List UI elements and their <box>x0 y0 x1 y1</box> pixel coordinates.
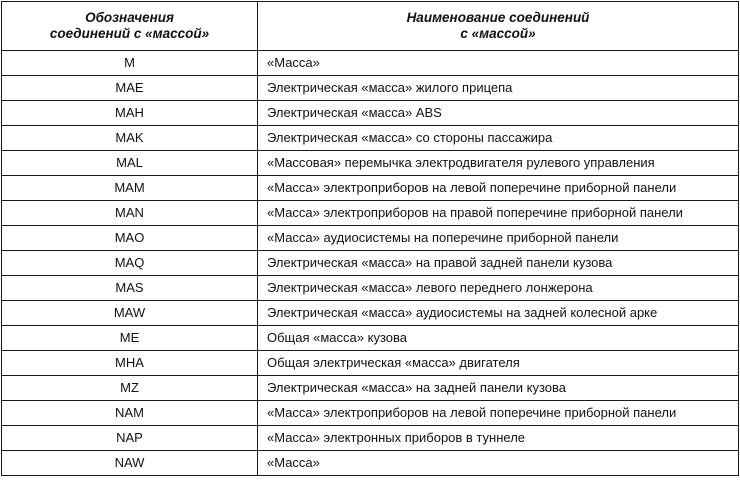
row-description: «Масса» электроприборов на левой поперечине приборной панели <box>258 401 739 426</box>
header-name-line-2: с «массой» <box>460 26 536 41</box>
row-description: Электрическая «масса» со стороны пассажира <box>258 126 739 151</box>
row-description: Общая «масса» кузова <box>258 326 739 351</box>
row-code: M <box>2 51 258 76</box>
table-row <box>2 401 739 426</box>
table-row <box>2 51 739 76</box>
row-description: Электрическая «масса» аудиосистемы на задней колесной арке <box>258 301 739 326</box>
header-designation-line-1: Обозначения <box>85 10 174 25</box>
row-description: «Масса» электронных приборов в туннеле <box>258 426 739 451</box>
header-name-line-1: Наименование соединений <box>406 10 590 25</box>
table-row <box>2 301 739 326</box>
row-description: «Масса» <box>258 451 739 476</box>
table-row <box>2 126 739 151</box>
table-row <box>2 151 739 176</box>
table-row <box>2 376 739 401</box>
row-code: NAW <box>2 451 258 476</box>
row-description: Электрическая «масса» левого переднего лонжерона <box>258 276 739 301</box>
row-code: NAP <box>2 426 258 451</box>
table-row <box>2 451 739 476</box>
table-row <box>2 351 739 376</box>
row-code: MAL <box>2 151 258 176</box>
header-designation <box>2 2 258 51</box>
table-header-row <box>2 2 739 51</box>
row-description: Электрическая «масса» ABS <box>258 101 739 126</box>
row-code: MAS <box>2 276 258 301</box>
ground-connections-table <box>1 1 739 476</box>
row-code: MHA <box>2 351 258 376</box>
table-row <box>2 276 739 301</box>
row-description: «Массовая» перемычка электродвигателя рулевого управления <box>258 151 739 176</box>
row-description: Электрическая «масса» на задней панели кузова <box>258 376 739 401</box>
row-description: «Масса» электроприборов на левой поперечине приборной панели <box>258 176 739 201</box>
ground-connections-document <box>1 1 738 492</box>
row-description: «Масса» <box>258 51 739 76</box>
row-code: ME <box>2 326 258 351</box>
row-code: MAW <box>2 301 258 326</box>
table-row <box>2 101 739 126</box>
row-description: Электрическая «масса» жилого прицепа <box>258 76 739 101</box>
table-row <box>2 176 739 201</box>
table-row <box>2 226 739 251</box>
table-row <box>2 201 739 226</box>
row-code: MAE <box>2 76 258 101</box>
header-designation-line-2: соединений с «массой» <box>49 26 210 41</box>
row-description: «Масса» электроприборов на правой поперечине приборной панели <box>258 201 739 226</box>
row-code: MZ <box>2 376 258 401</box>
row-code: MAN <box>2 201 258 226</box>
table-row <box>2 326 739 351</box>
row-code: MAQ <box>2 251 258 276</box>
row-code: MAO <box>2 226 258 251</box>
row-description: Электрическая «масса» на правой задней панели кузова <box>258 251 739 276</box>
row-code: MAK <box>2 126 258 151</box>
header-name <box>258 2 739 51</box>
table-row <box>2 426 739 451</box>
table-row <box>2 76 739 101</box>
row-code: MAH <box>2 101 258 126</box>
table-row <box>2 251 739 276</box>
row-description: Общая электрическая «масса» двигателя <box>258 351 739 376</box>
row-code: NAM <box>2 401 258 426</box>
row-code: MAM <box>2 176 258 201</box>
row-description: «Масса» аудиосистемы на поперечине приборной панели <box>258 226 739 251</box>
